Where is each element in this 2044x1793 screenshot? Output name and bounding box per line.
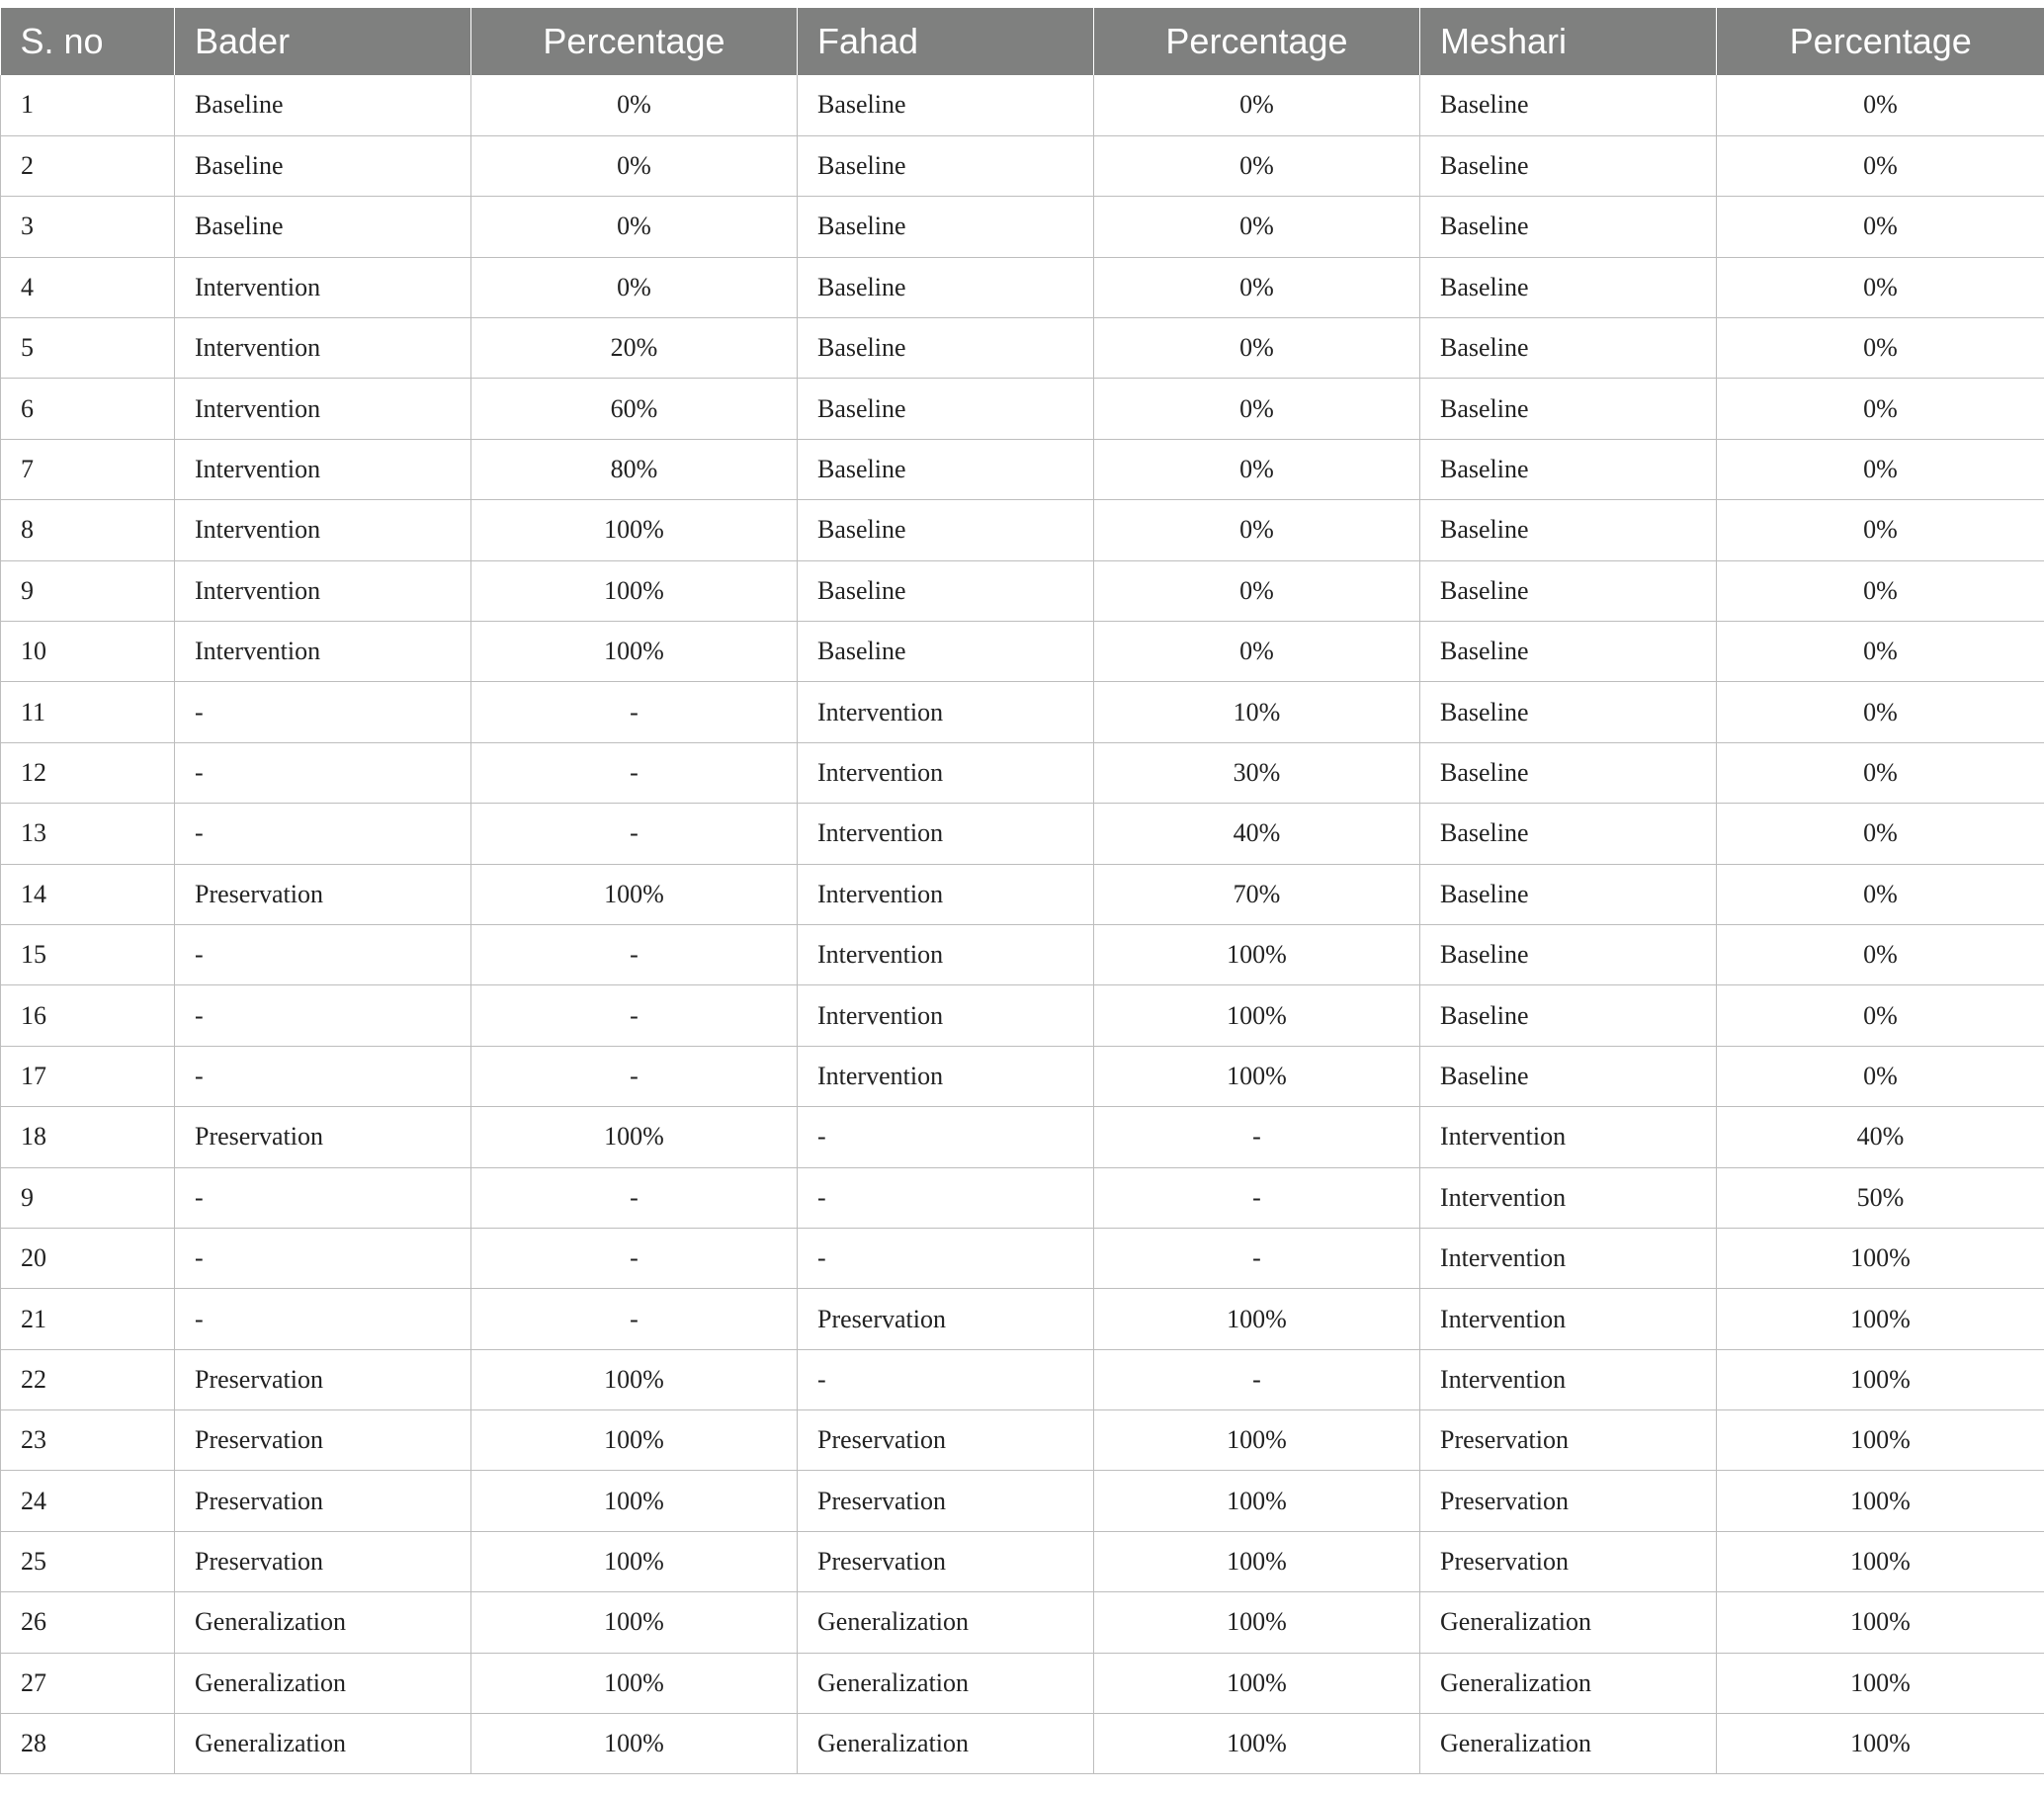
cell-meshari-phase: Baseline <box>1420 1046 1717 1106</box>
cell-meshari-percentage: 0% <box>1717 197 2044 257</box>
column-header-meshari: Meshari <box>1420 8 1717 75</box>
cell-sno: 13 <box>1 804 175 864</box>
table-row <box>1 1228 2044 1288</box>
cell-meshari-phase: Baseline <box>1420 197 1717 257</box>
cell-bader-percentage: 100% <box>471 1592 798 1653</box>
cell-bader-percentage: 0% <box>471 197 798 257</box>
column-header-fahad: Fahad <box>798 8 1094 75</box>
cell-meshari-percentage: 100% <box>1717 1471 2044 1531</box>
table-row <box>1 1107 2044 1167</box>
table-row <box>1 804 2044 864</box>
cell-fahad-percentage: 40% <box>1094 804 1420 864</box>
column-header-sno: S. no <box>1 8 175 75</box>
cell-meshari-percentage: 0% <box>1717 135 2044 196</box>
cell-fahad-phase: Intervention <box>798 742 1094 803</box>
cell-meshari-phase: Intervention <box>1420 1228 1717 1288</box>
cell-bader-phase: Intervention <box>175 318 471 379</box>
cell-fahad-percentage: 0% <box>1094 197 1420 257</box>
cell-bader-phase: Intervention <box>175 560 471 621</box>
cell-sno: 27 <box>1 1653 175 1713</box>
cell-fahad-percentage: 100% <box>1094 1471 1420 1531</box>
cell-meshari-percentage: 0% <box>1717 379 2044 439</box>
cell-fahad-phase: Preservation <box>798 1289 1094 1349</box>
table-row <box>1 622 2044 682</box>
cell-bader-percentage: - <box>471 804 798 864</box>
cell-fahad-phase: Preservation <box>798 1410 1094 1471</box>
cell-bader-percentage: - <box>471 985 798 1046</box>
cell-meshari-phase: Intervention <box>1420 1289 1717 1349</box>
cell-meshari-phase: Baseline <box>1420 682 1717 742</box>
cell-fahad-phase: Intervention <box>798 985 1094 1046</box>
cell-meshari-percentage: 100% <box>1717 1653 2044 1713</box>
cell-meshari-percentage: 40% <box>1717 1107 2044 1167</box>
cell-sno: 8 <box>1 500 175 560</box>
table-row <box>1 75 2044 135</box>
table-row <box>1 864 2044 924</box>
cell-meshari-phase: Baseline <box>1420 622 1717 682</box>
cell-bader-phase: Intervention <box>175 379 471 439</box>
cell-bader-phase: Preservation <box>175 1349 471 1409</box>
cell-fahad-phase: Intervention <box>798 924 1094 984</box>
cell-meshari-percentage: 100% <box>1717 1228 2044 1288</box>
table-body <box>1 75 2044 1774</box>
cell-bader-phase: Generalization <box>175 1653 471 1713</box>
table-row <box>1 560 2044 621</box>
cell-bader-phase: - <box>175 1289 471 1349</box>
cell-meshari-percentage: 0% <box>1717 257 2044 317</box>
cell-sno: 1 <box>1 75 175 135</box>
table-row <box>1 197 2044 257</box>
column-header-meshari-percentage: Percentage <box>1717 8 2044 75</box>
table-row <box>1 1592 2044 1653</box>
cell-fahad-percentage: 0% <box>1094 135 1420 196</box>
cell-bader-phase: - <box>175 1046 471 1106</box>
cell-meshari-percentage: 0% <box>1717 75 2044 135</box>
cell-meshari-percentage: 0% <box>1717 318 2044 379</box>
table-header <box>1 8 2044 75</box>
cell-fahad-phase: Baseline <box>798 379 1094 439</box>
cell-meshari-percentage: 0% <box>1717 500 2044 560</box>
cell-bader-percentage: 100% <box>471 622 798 682</box>
cell-sno: 21 <box>1 1289 175 1349</box>
cell-bader-phase: - <box>175 985 471 1046</box>
cell-sno: 11 <box>1 682 175 742</box>
cell-bader-phase: Preservation <box>175 1410 471 1471</box>
cell-bader-phase: - <box>175 924 471 984</box>
cell-fahad-phase: Baseline <box>798 622 1094 682</box>
cell-meshari-percentage: 0% <box>1717 924 2044 984</box>
cell-fahad-phase: - <box>798 1349 1094 1409</box>
cell-fahad-phase: - <box>798 1107 1094 1167</box>
cell-fahad-phase: Preservation <box>798 1531 1094 1591</box>
cell-sno: 6 <box>1 379 175 439</box>
cell-bader-percentage: 0% <box>471 257 798 317</box>
cell-fahad-phase: Baseline <box>798 75 1094 135</box>
cell-fahad-percentage: 100% <box>1094 1592 1420 1653</box>
cell-bader-phase: Intervention <box>175 257 471 317</box>
cell-sno: 14 <box>1 864 175 924</box>
table-row <box>1 1410 2044 1471</box>
cell-fahad-phase: Baseline <box>798 439 1094 499</box>
table-row <box>1 135 2044 196</box>
cell-fahad-percentage: 10% <box>1094 682 1420 742</box>
cell-sno: 22 <box>1 1349 175 1409</box>
cell-sno: 12 <box>1 742 175 803</box>
table-row <box>1 257 2044 317</box>
cell-bader-phase: Preservation <box>175 1107 471 1167</box>
cell-meshari-phase: Preservation <box>1420 1471 1717 1531</box>
column-header-fahad-percentage: Percentage <box>1094 8 1420 75</box>
cell-meshari-percentage: 0% <box>1717 682 2044 742</box>
cell-fahad-phase: - <box>798 1228 1094 1288</box>
cell-bader-percentage: 100% <box>471 864 798 924</box>
cell-fahad-phase: Baseline <box>798 318 1094 379</box>
cell-bader-percentage: - <box>471 1289 798 1349</box>
cell-fahad-phase: Intervention <box>798 1046 1094 1106</box>
cell-bader-percentage: 100% <box>471 500 798 560</box>
cell-fahad-percentage: 100% <box>1094 985 1420 1046</box>
table-row <box>1 1471 2044 1531</box>
cell-sno: 17 <box>1 1046 175 1106</box>
cell-meshari-phase: Intervention <box>1420 1349 1717 1409</box>
table-row <box>1 1046 2044 1106</box>
cell-bader-phase: Preservation <box>175 1471 471 1531</box>
cell-fahad-percentage: 0% <box>1094 75 1420 135</box>
cell-bader-phase: Baseline <box>175 197 471 257</box>
cell-bader-phase: Generalization <box>175 1592 471 1653</box>
cell-meshari-phase: Preservation <box>1420 1531 1717 1591</box>
cell-sno: 15 <box>1 924 175 984</box>
cell-meshari-percentage: 50% <box>1717 1167 2044 1228</box>
cell-bader-phase: Preservation <box>175 1531 471 1591</box>
table-row <box>1 1714 2044 1774</box>
data-table-container <box>0 8 2044 1774</box>
cell-sno: 23 <box>1 1410 175 1471</box>
cell-fahad-percentage: - <box>1094 1349 1420 1409</box>
table-row <box>1 379 2044 439</box>
cell-fahad-percentage: 70% <box>1094 864 1420 924</box>
cell-sno: 3 <box>1 197 175 257</box>
cell-fahad-phase: Baseline <box>798 197 1094 257</box>
cell-meshari-phase: Baseline <box>1420 864 1717 924</box>
cell-bader-percentage: 0% <box>471 75 798 135</box>
table-row <box>1 924 2044 984</box>
cell-fahad-phase: Intervention <box>798 682 1094 742</box>
cell-meshari-phase: Baseline <box>1420 318 1717 379</box>
table-row <box>1 1289 2044 1349</box>
cell-fahad-percentage: 0% <box>1094 379 1420 439</box>
table-row <box>1 985 2044 1046</box>
cell-meshari-percentage: 0% <box>1717 1046 2044 1106</box>
cell-fahad-percentage: - <box>1094 1107 1420 1167</box>
cell-meshari-percentage: 100% <box>1717 1349 2044 1409</box>
cell-fahad-percentage: 100% <box>1094 1531 1420 1591</box>
cell-meshari-phase: Preservation <box>1420 1410 1717 1471</box>
cell-bader-percentage: 100% <box>471 1349 798 1409</box>
cell-bader-phase: Preservation <box>175 864 471 924</box>
cell-meshari-phase: Baseline <box>1420 135 1717 196</box>
cell-sno: 2 <box>1 135 175 196</box>
table-row <box>1 742 2044 803</box>
cell-meshari-percentage: 100% <box>1717 1531 2044 1591</box>
cell-meshari-percentage: 0% <box>1717 985 2044 1046</box>
cell-meshari-percentage: 100% <box>1717 1289 2044 1349</box>
cell-fahad-percentage: 100% <box>1094 1289 1420 1349</box>
cell-fahad-percentage: 100% <box>1094 1046 1420 1106</box>
cell-meshari-phase: Generalization <box>1420 1714 1717 1774</box>
cell-fahad-percentage: 0% <box>1094 560 1420 621</box>
cell-sno: 10 <box>1 622 175 682</box>
cell-meshari-phase: Generalization <box>1420 1653 1717 1713</box>
cell-meshari-percentage: 0% <box>1717 804 2044 864</box>
cell-sno: 25 <box>1 1531 175 1591</box>
cell-bader-percentage: 0% <box>471 135 798 196</box>
cell-fahad-percentage: 100% <box>1094 1653 1420 1713</box>
cell-bader-phase: Intervention <box>175 622 471 682</box>
table-row <box>1 682 2044 742</box>
cell-meshari-phase: Baseline <box>1420 560 1717 621</box>
cell-bader-phase: Generalization <box>175 1714 471 1774</box>
cell-fahad-phase: - <box>798 1167 1094 1228</box>
cell-sno: 16 <box>1 985 175 1046</box>
cell-fahad-phase: Generalization <box>798 1653 1094 1713</box>
cell-fahad-phase: Baseline <box>798 135 1094 196</box>
cell-fahad-percentage: - <box>1094 1228 1420 1288</box>
cell-meshari-phase: Baseline <box>1420 257 1717 317</box>
cell-meshari-percentage: 0% <box>1717 439 2044 499</box>
cell-bader-percentage: 100% <box>471 1531 798 1591</box>
cell-bader-phase: - <box>175 804 471 864</box>
cell-fahad-phase: Baseline <box>798 257 1094 317</box>
cell-meshari-phase: Generalization <box>1420 1592 1717 1653</box>
cell-fahad-percentage: 100% <box>1094 1410 1420 1471</box>
table-row <box>1 1531 2044 1591</box>
cell-fahad-phase: Preservation <box>798 1471 1094 1531</box>
cell-fahad-phase: Baseline <box>798 560 1094 621</box>
cell-meshari-phase: Baseline <box>1420 804 1717 864</box>
cell-meshari-phase: Intervention <box>1420 1107 1717 1167</box>
cell-bader-percentage: 100% <box>471 1410 798 1471</box>
cell-meshari-percentage: 0% <box>1717 864 2044 924</box>
cell-bader-phase: - <box>175 682 471 742</box>
cell-bader-percentage: - <box>471 1046 798 1106</box>
cell-bader-percentage: - <box>471 1228 798 1288</box>
cell-meshari-phase: Baseline <box>1420 985 1717 1046</box>
cell-bader-percentage: 60% <box>471 379 798 439</box>
table-row <box>1 1349 2044 1409</box>
cell-meshari-percentage: 100% <box>1717 1714 2044 1774</box>
cell-bader-percentage: 100% <box>471 1714 798 1774</box>
cell-meshari-percentage: 0% <box>1717 622 2044 682</box>
cell-bader-phase: Baseline <box>175 135 471 196</box>
cell-sno: 5 <box>1 318 175 379</box>
cell-bader-phase: Intervention <box>175 500 471 560</box>
cell-bader-percentage: - <box>471 924 798 984</box>
cell-bader-percentage: - <box>471 742 798 803</box>
cell-bader-percentage: - <box>471 1167 798 1228</box>
cell-bader-percentage: 100% <box>471 560 798 621</box>
cell-meshari-percentage: 100% <box>1717 1410 2044 1471</box>
cell-sno: 26 <box>1 1592 175 1653</box>
cell-meshari-phase: Intervention <box>1420 1167 1717 1228</box>
cell-fahad-percentage: 30% <box>1094 742 1420 803</box>
column-header-bader-percentage: Percentage <box>471 8 798 75</box>
cell-sno: 7 <box>1 439 175 499</box>
cell-fahad-percentage: 100% <box>1094 1714 1420 1774</box>
cell-meshari-phase: Baseline <box>1420 924 1717 984</box>
cell-bader-phase: Baseline <box>175 75 471 135</box>
cell-sno: 20 <box>1 1228 175 1288</box>
cell-bader-percentage: 100% <box>471 1107 798 1167</box>
cell-fahad-percentage: 0% <box>1094 622 1420 682</box>
cell-fahad-phase: Generalization <box>798 1714 1094 1774</box>
cell-meshari-phase: Baseline <box>1420 742 1717 803</box>
cell-bader-phase: - <box>175 1167 471 1228</box>
cell-bader-percentage: 80% <box>471 439 798 499</box>
cell-bader-percentage: 100% <box>471 1653 798 1713</box>
cell-fahad-phase: Intervention <box>798 804 1094 864</box>
column-header-bader: Bader <box>175 8 471 75</box>
cell-fahad-percentage: 0% <box>1094 318 1420 379</box>
cell-fahad-percentage: - <box>1094 1167 1420 1228</box>
cell-bader-percentage: 20% <box>471 318 798 379</box>
cell-sno: 9 <box>1 1167 175 1228</box>
cell-sno: 28 <box>1 1714 175 1774</box>
cell-bader-percentage: - <box>471 682 798 742</box>
cell-meshari-percentage: 100% <box>1717 1592 2044 1653</box>
cell-meshari-phase: Baseline <box>1420 75 1717 135</box>
cell-fahad-phase: Intervention <box>798 864 1094 924</box>
cell-meshari-phase: Baseline <box>1420 439 1717 499</box>
cell-sno: 4 <box>1 257 175 317</box>
cell-sno: 24 <box>1 1471 175 1531</box>
table-row <box>1 1653 2044 1713</box>
cell-meshari-percentage: 0% <box>1717 560 2044 621</box>
cell-fahad-percentage: 0% <box>1094 500 1420 560</box>
cell-bader-percentage: 100% <box>471 1471 798 1531</box>
cell-fahad-percentage: 0% <box>1094 257 1420 317</box>
table-row <box>1 1167 2044 1228</box>
cell-fahad-phase: Baseline <box>798 500 1094 560</box>
cell-fahad-percentage: 0% <box>1094 439 1420 499</box>
table-row <box>1 439 2044 499</box>
cell-fahad-phase: Generalization <box>798 1592 1094 1653</box>
table-row <box>1 500 2044 560</box>
cell-bader-phase: Intervention <box>175 439 471 499</box>
cell-fahad-percentage: 100% <box>1094 924 1420 984</box>
data-table <box>0 8 2044 1774</box>
cell-sno: 18 <box>1 1107 175 1167</box>
header-row <box>1 8 2044 75</box>
cell-meshari-phase: Baseline <box>1420 500 1717 560</box>
cell-meshari-percentage: 0% <box>1717 742 2044 803</box>
cell-meshari-phase: Baseline <box>1420 379 1717 439</box>
cell-bader-phase: - <box>175 742 471 803</box>
cell-sno: 9 <box>1 560 175 621</box>
table-row <box>1 318 2044 379</box>
cell-bader-phase: - <box>175 1228 471 1288</box>
